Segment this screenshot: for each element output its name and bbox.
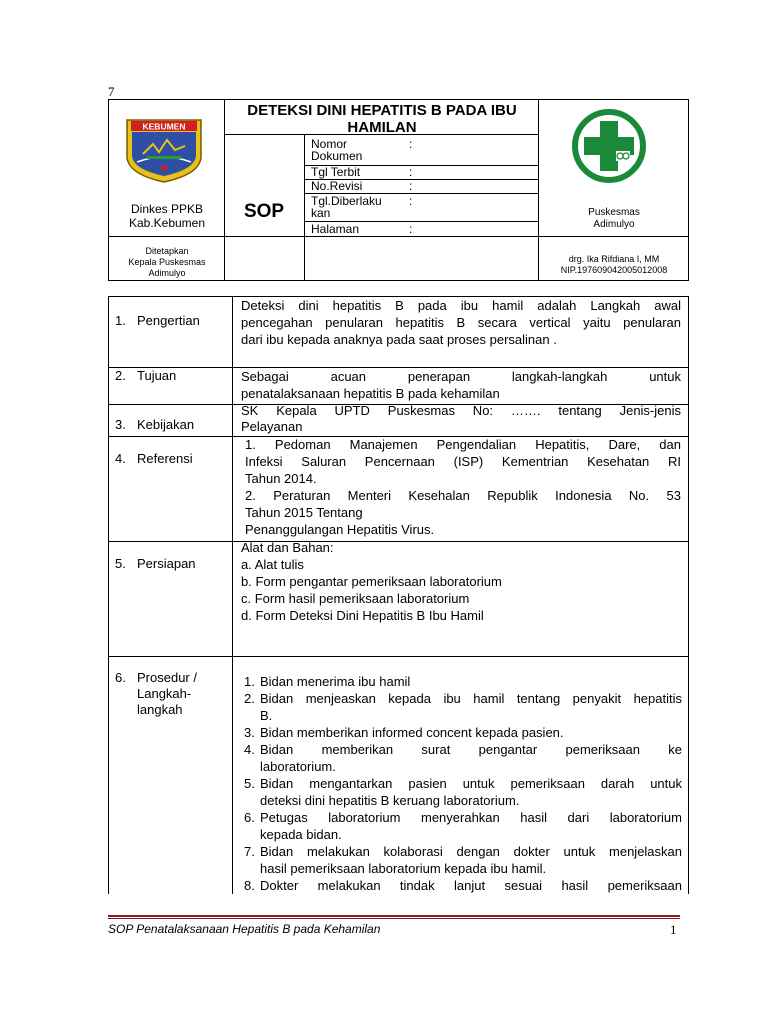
section-kebijakan: 3. Kebijakan SK Kepala UPTD Puskesmas No: ……. tentang Jenis-jenis Pelayanan — [109, 405, 688, 437]
field-tgl-terbit: Tgl Terbit — [311, 165, 361, 179]
list-item: b. Form pengantar pemeriksaan laboratorium — [241, 574, 502, 589]
section-referensi: 4. Referensi 1. Pedoman Manajemen Pengendalian Hepatitis, Dare, dan Infeksi Saluran Pencernaan (ISP) Kementrian Kesehatan RI Tahun 2014. 2. Peraturan Menteri Kesehalan Republik Indonesia No. 53 Tahun 2015 Tentang Penanggulangan Hepatitis Virus. — [109, 437, 688, 542]
field-nomor-dokumen: Nomor Dokumen — [311, 137, 363, 163]
list-item: 1. Bidan menerima ibu hamil — [244, 674, 411, 689]
field-colon: : — [409, 179, 413, 193]
field-colon: : — [409, 137, 413, 151]
sop-header-table — [108, 99, 689, 281]
list-item: a. Alat tulis — [241, 557, 304, 572]
kebumen-logo — [123, 112, 205, 184]
footer-title: SOP Penatalaksanaan Hepatitis B pada Kehamilan — [108, 922, 381, 936]
field-no-revisi: No.Revisi — [311, 179, 363, 193]
signer-block: drg. Ika Rifdiana I, MM NIP.197609042005012008 — [560, 254, 668, 275]
section-prosedur: 6. Prosedur / Langkah- langkah 1. Bidan menerima ibu hamil 2. Bidan menjeaskan kepada ibu hamil tentang penyakit hepatitis B. 3. Bidan memberikan informed concent kepada pasien. 4. Bidan memberikan surat pengantar pemeriksaan ke laboratorium. 5. Bidan mengantarkan pasien untuk pemeriksaan darah untuk deteksi dini hepatitis B keruang laboratorium. 6. Petugas laboratorium menyerahkan hasil dari laboratorium kepada bidan. 7. Bidan melakukan kolaborasi dengan dokter untuk menjelaskan hasil pemeriksaan laboratorium kepada ibu hamil. 8. Dokter melakukan tindak lanjut sesuai hasil pemeriksaan — [115, 670, 682, 893]
list-item: 7. Bidan melakukan kolaborasi dengan dokter untuk menjelaskan hasil pemeriksaan laboratorium kepada ibu hamil. — [244, 844, 682, 876]
field-colon: : — [409, 222, 413, 236]
document-title: DETEKSI DINI HEPATITIS B PADA IBU HAMILAN — [247, 102, 517, 136]
section-persiapan: 5. Persiapan Alat dan Bahan: a. Alat tulis b. Form pengantar pemeriksaan laboratorium c. Form hasil pemeriksaan laboratorium d. Form Deteksi Dini Hepatitis B Ibu Hamil — [109, 542, 688, 657]
sop-body-table — [108, 296, 689, 894]
list-item: d. Form Deteksi Dini Hepatitis B Ibu Hamil — [241, 608, 484, 623]
footer-rule — [108, 918, 680, 919]
left-org-name: Dinkes PPKB Kab.Kebumen — [128, 202, 206, 230]
field-colon: : — [409, 165, 413, 179]
sop-label: SOP — [243, 201, 285, 222]
list-item: 3. Bidan memberikan informed concent kepada pasien. — [244, 725, 564, 740]
list-item: 4. Bidan memberikan surat pengantar pemeriksaan ke laboratorium. — [244, 742, 682, 774]
ditetapkan-block: Ditetapkan Kepala Puskesmas Adimulyo — [128, 246, 206, 278]
puskesmas-logo — [569, 107, 649, 185]
right-org-name: Puskesmas Adimulyo — [588, 207, 640, 230]
footer-rule — [108, 915, 680, 917]
kebumen-logo-text: KEBUMEN — [142, 121, 186, 132]
page-top-number: 7 — [108, 84, 115, 99]
list-item: 6. Petugas laboratorium menyerahkan hasil dari laboratorium kepada bidan. — [244, 810, 682, 842]
field-tgl-diberlakukan: Tgl.Diberlaku kan — [311, 194, 382, 220]
list-item: 8. Dokter melakukan tindak lanjut sesuai hasil pemeriksaan — [244, 878, 682, 893]
section-pengertian: 1. Pengertian Deteksi dini hepatitis B pada ibu hamil adalah Langkah awal pencegahan penularan hepatitis B secara vertical yaitu penularan dari ibu kepada anaknya pada saat proses persalinan . — [109, 297, 688, 368]
section-tujuan: 2. Tujuan Sebagai acuan penerapan langkah-langkah untuk penatalaksanaan hepatitis B pada kehamilan — [109, 368, 688, 405]
field-halaman: Halaman — [311, 222, 360, 236]
list-item: 5. Bidan mengantarkan pasien untuk pemeriksaan darah untuk deteksi dini hepatitis B keruang laboratorium. — [244, 776, 682, 808]
footer-page-number: 1 — [670, 922, 677, 937]
list-item: 2. Bidan menjeaskan kepada ibu hamil tentang penyakit hepatitis B. — [244, 691, 682, 723]
list-item: c. Form hasil pemeriksaan laboratorium — [241, 591, 470, 606]
field-colon: : — [409, 194, 413, 208]
